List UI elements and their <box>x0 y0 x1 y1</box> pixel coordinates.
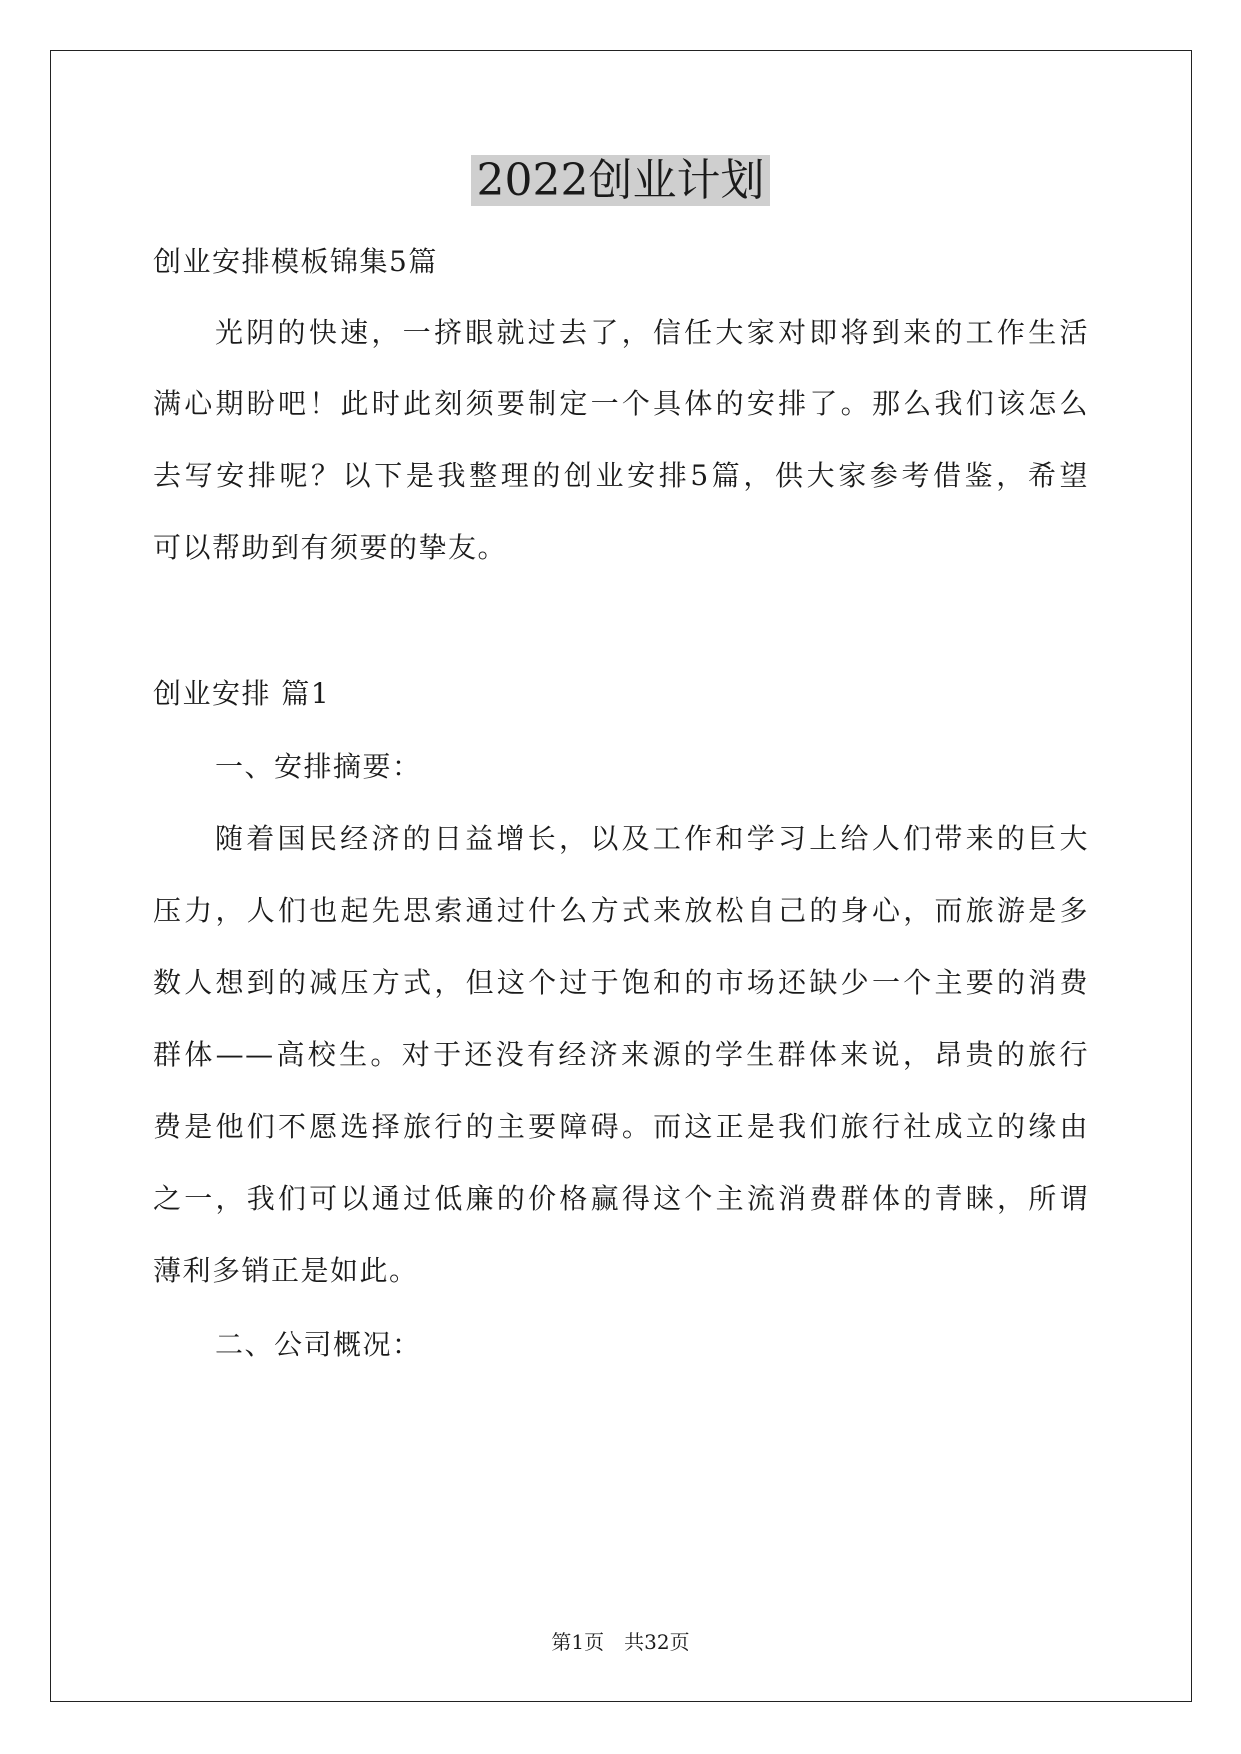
paragraph-line: 群体——高校生。对于还没有经济来源的学生群体来说，昂贵的旅行 <box>153 1038 1089 1071</box>
intro-line: 可以帮助到有须要的挚友。 <box>153 531 508 564</box>
document-title-text: 2022创业计划 <box>471 155 771 206</box>
intro-line: 光阴的快速，一挤眼就过去了，信任大家对即将到来的工作生活 <box>215 316 1089 349</box>
paragraph-line: 薄利多销正是如此。 <box>153 1254 419 1287</box>
paragraph-line: 压力，人们也起先思索通过什么方式来放松自己的身心，而旅游是多 <box>153 894 1089 927</box>
heading-company-overview: 二、公司概况： <box>215 1328 422 1361</box>
section-title: 创业安排 篇1 <box>153 677 331 710</box>
paragraph-line: 费是他们不愿选择旅行的主要障碍。而这正是我们旅行社成立的缘由 <box>153 1110 1089 1143</box>
paragraph-line: 随着国民经济的日益增长，以及工作和学习上给人们带来的巨大 <box>215 822 1089 855</box>
subtitle: 创业安排模板锦集5篇 <box>153 245 438 278</box>
intro-line: 去写安排呢？以下是我整理的创业安排5篇，供大家参考借鉴，希望 <box>153 459 1089 492</box>
paragraph-line: 之一，我们可以通过低廉的价格赢得这个主流消费群体的青睐，所谓 <box>153 1182 1089 1215</box>
document-title <box>0 150 1241 212</box>
paragraph-line: 数人想到的减压方式，但这个过于饱和的市场还缺少一个主要的消费 <box>153 966 1089 999</box>
page-footer: 第1页 共32页 <box>551 1630 690 1654</box>
page-border <box>50 50 1192 1702</box>
heading-summary: 一、安排摘要： <box>215 750 422 783</box>
intro-line: 满心期盼吧！此时此刻须要制定一个具体的安排了。那么我们该怎么 <box>153 387 1089 420</box>
